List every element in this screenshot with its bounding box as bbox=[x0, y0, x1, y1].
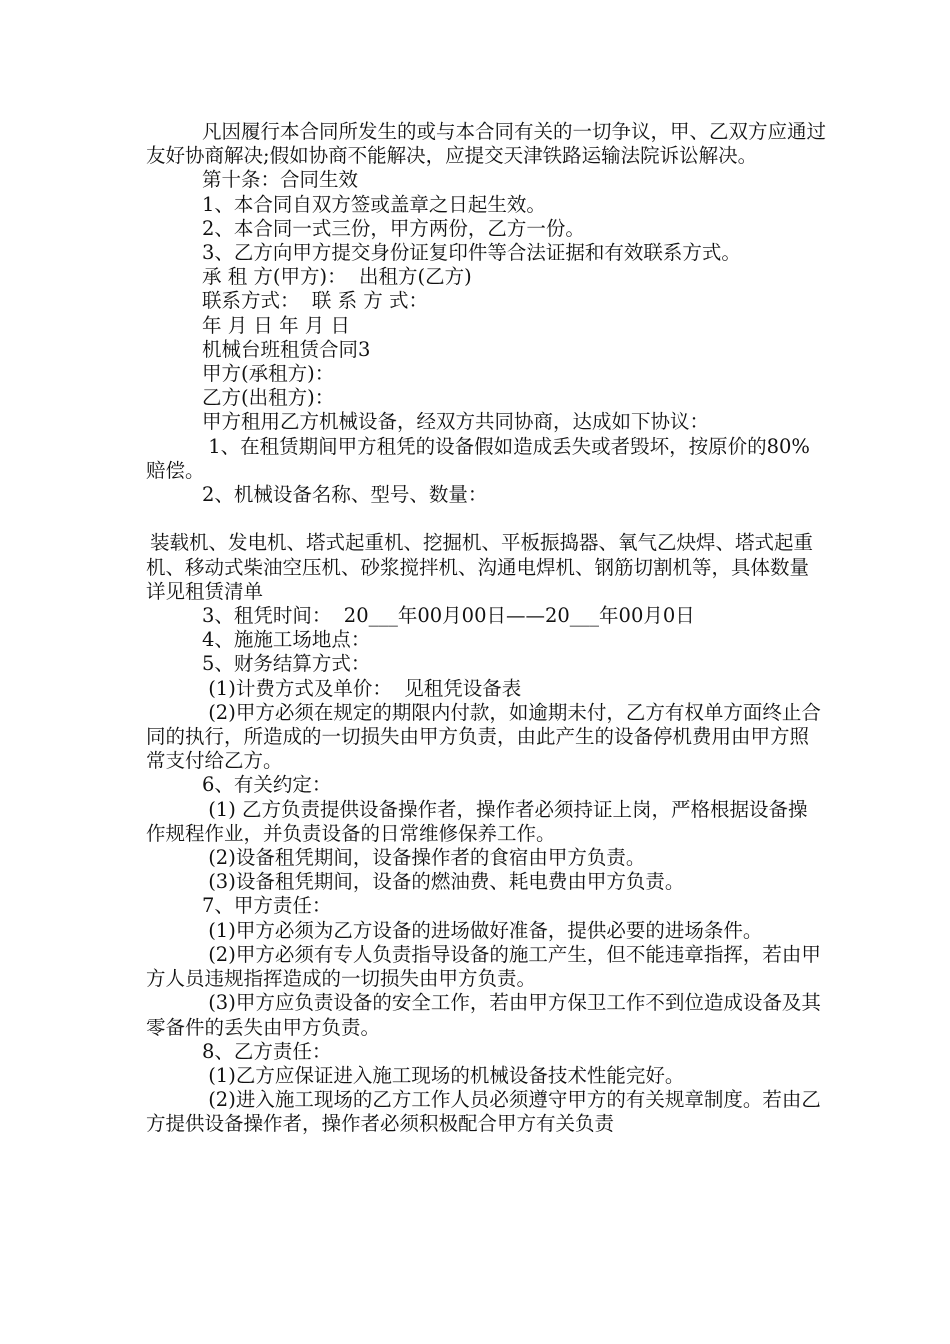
paragraph: 2、本合同一式三份，甲方两份，乙方一份。 bbox=[202, 216, 585, 240]
paragraph: (1) 乙方负责提供设备操作者，操作者必须持证上岗，严格根据设备操作规程作业，并负责设备的日常维修保养工作。 bbox=[146, 797, 808, 845]
paragraph: (2)甲方必须有专人负责指导设备的施工产生，但不能违章指挥，若由甲方人员违规指挥造成的一切损失由甲方负责。 bbox=[146, 942, 821, 991]
paragraph: 甲方租用乙方机械设备，经双方共同协商，达成如下协议： bbox=[202, 410, 710, 434]
paragraph: 1、在租赁期间甲方租凭的设备假如造成丢失或者毁坏，按原价的80%赔偿。 bbox=[146, 434, 810, 482]
paragraph: 8、乙方责任： bbox=[202, 1039, 332, 1063]
party-a-line: 甲方(承租方)： bbox=[202, 362, 335, 386]
paragraph: (3)甲方应负责设备的安全工作，若由甲方保卫工作不到位造成设备及其零备件的丢失由甲方负责。 bbox=[146, 991, 821, 1039]
heading-article-ten: 第十条：合同生效 bbox=[202, 168, 359, 192]
paragraph: 7、甲方责任： bbox=[202, 894, 332, 918]
party-b-line: 乙方(出租方)： bbox=[202, 386, 335, 410]
contract-title: 机械台班租赁合同3 bbox=[202, 337, 371, 361]
contact-line: 联系方式： 联 系 方 式： bbox=[202, 289, 428, 313]
document-page bbox=[146, 120, 826, 1137]
blank-line bbox=[146, 507, 826, 531]
paragraph: (2)设备租凭期间，设备操作者的食宿由甲方负责。 bbox=[202, 846, 646, 870]
paragraph: 6、有关约定： bbox=[202, 773, 332, 797]
paragraph: (1)乙方应保证进入施工现场的机械设备技术性能完好。 bbox=[202, 1063, 685, 1087]
date-line: 年 月 日 年 月 日 bbox=[202, 313, 350, 337]
paragraph: 1、本合同自双方签或盖章之日起生效。 bbox=[202, 192, 546, 216]
paragraph: (1)计费方式及单价： 见租凭设备表 bbox=[202, 676, 522, 700]
paragraph-dispute-resolution: 凡因履行本合同所发生的或与本合同有关的一切争议，甲、乙双方应通过友好协商解决;假如协商不能解决，应提交天津铁路运输法院诉讼解决。 bbox=[146, 120, 827, 168]
rental-period-line: 3、租凭时间： 20___年00月00日——20___年00月0日 bbox=[202, 604, 695, 628]
paragraph: (1)甲方必须为乙方设备的进场做好准备，提供必要的进场条件。 bbox=[202, 918, 763, 942]
paragraph: 2、机械设备名称、型号、数量： bbox=[202, 483, 488, 507]
equipment-list: 装载机、发电机、塔式起重机、挖掘机、平板振捣器、氧气乙炔焊、塔式起重机、移动式柴油空压机、砂浆搅拌机、沟通电焊机、钢筋切割机等，具体数量详见租赁清单 bbox=[146, 531, 814, 603]
paragraph: 3、乙方向甲方提交身份证复印件等合法证据和有效联系方式。 bbox=[202, 241, 741, 265]
paragraph: (2)进入施工现场的乙方工作人员必须遵守甲方的有关规章制度。若由乙方提供设备操作者，操作者必须积极配合甲方有关负责 bbox=[146, 1088, 821, 1136]
paragraph: 5、财务结算方式： bbox=[202, 652, 371, 676]
paragraph: (2)甲方必须在规定的期限内付款，如逾期未付，乙方有权单方面终止合同的执行，所造成的一切损失由甲方负责，由此产生的设备停机费用由甲方照常支付给乙方。 bbox=[146, 700, 821, 773]
paragraph: (3)设备租凭期间，设备的燃油费、耗电费由甲方负责。 bbox=[202, 870, 685, 894]
paragraph: 4、施施工场地点： bbox=[202, 628, 371, 652]
signature-parties-line: 承 租 方(甲方)： 出租方(乙方) bbox=[202, 265, 472, 289]
